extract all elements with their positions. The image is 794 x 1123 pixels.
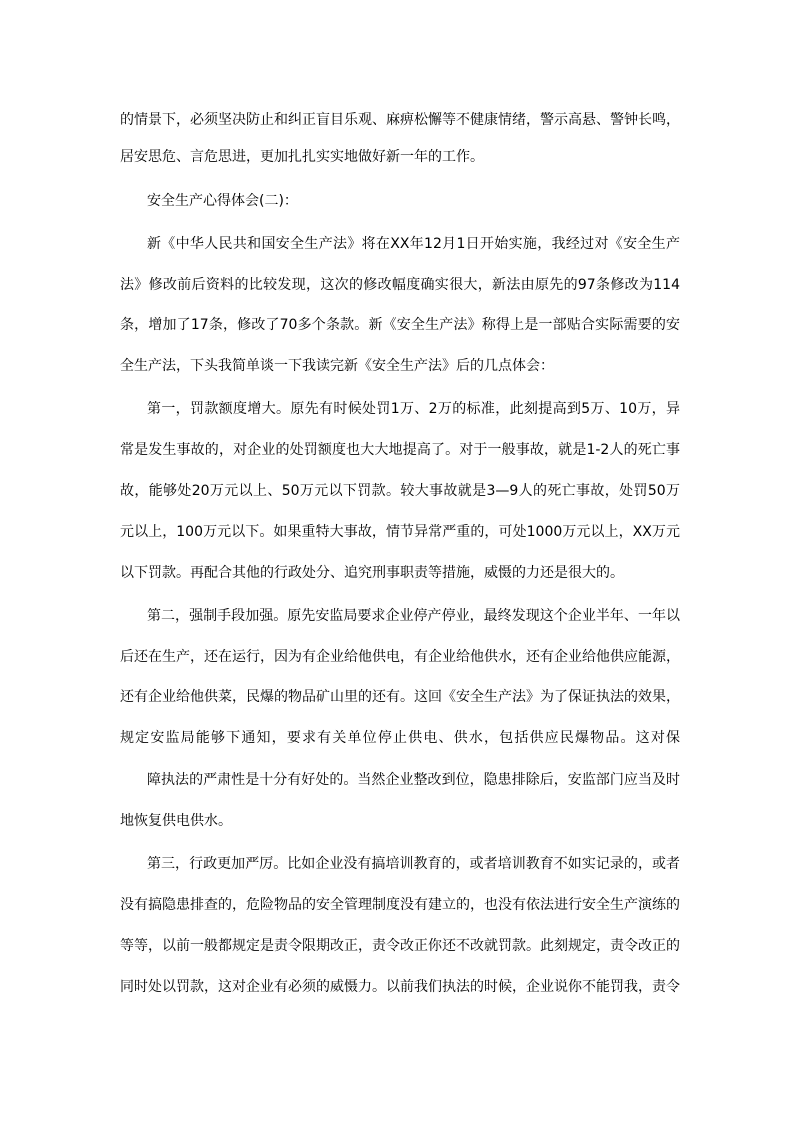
paragraph-line: 没有搞隐患排查的，危险物品的安全管理制度没有建立的，也没有依法进行安全生产演练的 [120,897,680,913]
paragraph-line: 还有企业给他供菜，民爆的物品矿山里的还有。这回《安全生产法》为了保证执法的效果， [120,689,680,705]
paragraph-line: 全生产法，下头我简单谈一下我读完新《安全生产法》后的几点体会： [120,358,554,374]
paragraph-line: 条，增加了17条，修改了70多个条款。新《安全生产法》称得上是一部贴合实际需要的安 [120,317,680,333]
paragraph-line: 第三，行政更加严厉。比如企业没有搞培训教育的，或者培训教育不如实记录的，或者 [147,856,680,872]
paragraph-line: 的情景下，必须坚决防止和纠正盲目乐观、麻痹松懈等不健康情绪，警示高悬、警钟长鸣， [120,112,680,128]
paragraph-line: 障执法的严肃性是十分有好处的。当然企业整改到位，隐患排除后，安监部门应当及时 [147,772,680,788]
paragraph-line: 常是发生事故的，对企业的处罚额度也大大地提高了。对于一般事故，就是1-2人的死亡事 [120,442,680,458]
paragraph-line: 以下罚款。再配合其他的行政处分、追究刑事职责等措施，威慑的力还是很大的。 [120,565,624,581]
paragraph-line: 后还在生产，还在运行，因为有企业给他供电，有企业给他供水，还有企业给他供应能源， [120,649,680,665]
paragraph-line: 同时处以罚款，这对企业有必须的威慑力。以前我们执法的时候，企业说你不能罚我，责令 [120,979,680,995]
paragraph-line: 规定安监局能够下通知，要求有关单位停止供电、供水，包括供应民爆物品。这对保 [120,730,680,746]
paragraph-line: 第一，罚款额度增大。原先有时候处罚1万、2万的标准，此刻提高到5万、10万，异 [147,401,680,417]
paragraph-line: 等等，以前一般都规定是责令限期改正，责令改正你还不改就罚款。此刻规定，责令改正的 [120,938,680,954]
section-heading: 安全生产心得体会(二)： [147,193,298,209]
paragraph-line: 元以上，100万元以下。如果重特大事故，情节异常严重的，可处1000万元以上，XX万元 [120,524,680,540]
paragraph-line: 地恢复供电供水。 [120,813,232,829]
paragraph-line: 法》修改前后资料的比较发现，这次的修改幅度确实很大，新法由原先的97条修改为114 [120,277,680,293]
paragraph-line: 故，能够处20万元以上、50万元以下罚款。较大事故就是3—9人的死亡事故，处罚50万 [120,483,680,499]
paragraph-line: 居安思危、言危思进，更加扎扎实实地做好新一年的工作。 [120,149,484,165]
paragraph-line: 第二，强制手段加强。原先安监局要求企业停产停业，最终发现这个企业半年、一年以 [147,608,680,624]
paragraph-line: 新《中华人民共和国安全生产法》将在XX年12月1日开始实施，我经过对《安全生产 [147,236,680,252]
